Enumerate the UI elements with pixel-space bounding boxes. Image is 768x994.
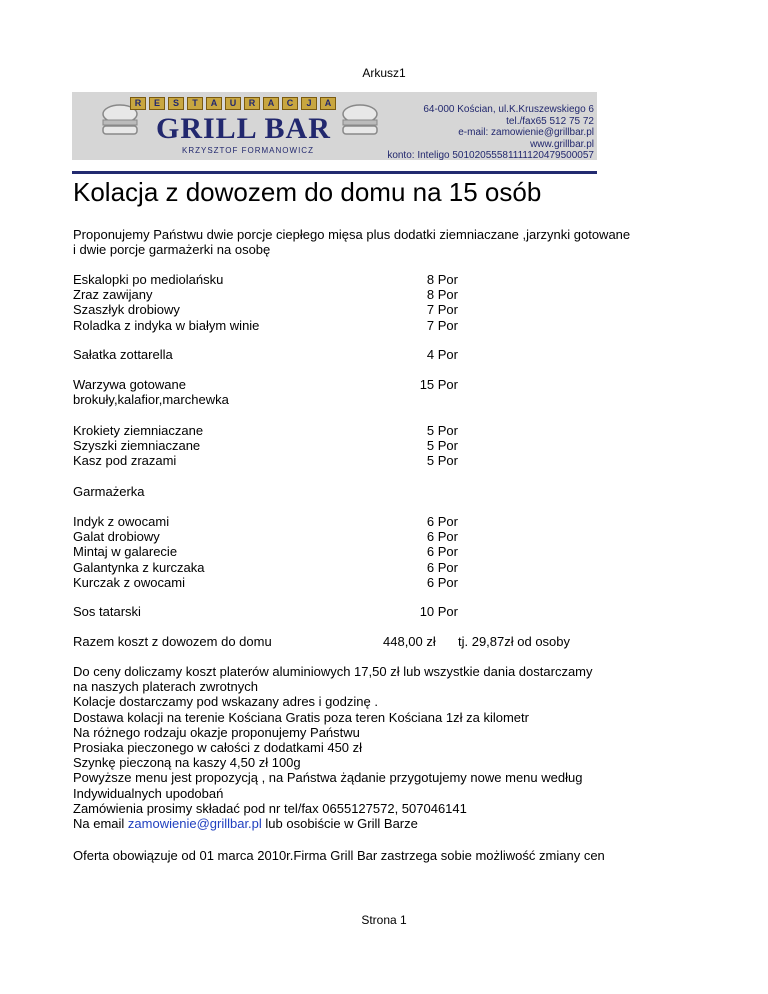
menu-group-potatoes-qty <box>400 423 458 469</box>
menu-item-name: Szyszki ziemniaczane <box>73 438 201 454</box>
total-label: Razem koszt z dowozem do domu <box>73 634 272 649</box>
sheet-title: Arkusz1 <box>362 66 406 80</box>
note-line: Prosiaka pieczonego w całości z dodatkami 450 zł <box>73 740 363 756</box>
email-prefix: Na email <box>73 816 128 832</box>
note-line: Powyższe menu jest propozycją , na Państwa żądanie przygotujemy nowe menu według <box>73 770 583 786</box>
note-line: Indywidualnych upodobań <box>73 785 224 801</box>
menu-item-qty: 8 Por <box>426 272 458 287</box>
menu-item-name: Galat drobiowy <box>73 529 160 545</box>
note-line: Do ceny doliczamy koszt platerów aluminiowych 17,50 zł lub wszystkie dania dostarczamy <box>73 664 593 679</box>
menu-item-qty: 4 Por <box>426 347 458 362</box>
logo-letter-tile: A <box>263 97 279 110</box>
menu-item-name: Kasz pod zrazami <box>73 453 177 469</box>
menu-item-name: Warzywa gotowane <box>73 377 186 392</box>
contact-website[interactable]: www.grillbar.pl <box>530 138 594 150</box>
contact-block <box>387 104 594 162</box>
menu-group-vegetables <box>73 377 229 407</box>
menu-item-qty: 10 Por <box>419 604 458 619</box>
note-line: Na różnego rodzaju okazje proponujemy Państwu <box>73 724 360 740</box>
logo-letter-tile: A <box>206 97 222 110</box>
menu-item-qty: 7 Por <box>426 317 458 333</box>
note-line: Zamówienia prosimy składać pod nr tel/fax 0655127572, 507046141 <box>73 800 467 816</box>
logo-letter-tile: S <box>168 97 184 110</box>
menu-item-name: Zraz zawijany <box>73 287 153 303</box>
logo-letter-tile: R <box>244 97 260 110</box>
menu-group-main <box>73 272 259 333</box>
logo-letter-tile: U <box>225 97 241 110</box>
section-heading-garmazerka: Garmażerka <box>73 484 145 499</box>
page-title: Kolacja z dowozem do domu na 15 osób <box>73 177 542 207</box>
menu-item-name: Sałatka zottarella <box>73 347 173 362</box>
menu-item-qty: 8 Por <box>426 287 458 303</box>
note-line: Dostawa kolacji na terenie Kościana Gratis poza teren Kościana 1zł za kilometr <box>73 709 529 725</box>
contact-email[interactable]: e-mail: zamowienie@grillbar.pl <box>458 127 594 138</box>
intro-text <box>73 227 630 257</box>
logo-owner: KRZYSZTOF FORMANOWICZ <box>182 146 314 155</box>
logo-letter-tile: R <box>130 97 146 110</box>
menu-group-main-qty <box>400 272 458 333</box>
menu-item-name: Sos tatarski <box>73 604 141 619</box>
logo-letter-tile: T <box>187 97 203 110</box>
menu-item-qty: 6 Por <box>426 529 458 545</box>
menu-group-garmazerka <box>73 514 205 590</box>
email-link[interactable]: zamowienie@grillbar.pl <box>127 816 262 832</box>
logo-letter-tile: J <box>301 97 317 110</box>
logo-letter-tile: A <box>320 97 336 110</box>
menu-item-name: Mintaj w galarecie <box>73 544 178 560</box>
logo-letters <box>130 97 336 110</box>
note-line: na naszych platerach zwrotnych <box>73 679 258 695</box>
menu-item-name: Eskalopki po mediolańsku <box>73 272 224 287</box>
header-divider <box>72 171 597 174</box>
contact-address: 64-000 Kościan, ul.K.Kruszewskiego 6 <box>423 104 594 115</box>
menu-item-qty: 5 Por <box>426 423 458 438</box>
menu-item-qty: 7 Por <box>426 302 458 318</box>
menu-item-qty: 6 Por <box>426 544 458 560</box>
menu-group-garmazerka-qty <box>400 514 458 590</box>
note-line: Szynkę pieczoną na kaszy 4,50 zł 100g <box>73 755 301 771</box>
menu-group-potatoes <box>73 423 203 469</box>
logo-letter-tile: C <box>282 97 298 110</box>
menu-item-name: Szaszłyk drobiowy <box>73 302 180 318</box>
menu-item-name: Indyk z owocami <box>73 514 170 529</box>
contact-account: konto: Inteligo 50102055581111120479500057 <box>387 150 594 161</box>
menu-item-qty: 5 Por <box>426 438 458 454</box>
logo-name: GRILL BAR <box>156 112 331 145</box>
menu-item-qty: 15 Por <box>419 377 458 392</box>
offer-text: Oferta obowiązuje od 01 marca 2010r.Firma Grill Bar zastrzega sobie możliwość zmiany cen <box>73 848 605 863</box>
menu-item-name: Krokiety ziemniaczane <box>73 423 204 438</box>
email-line <box>73 816 593 831</box>
menu-item-name: Kurczak z owocami <box>73 574 185 590</box>
menu-item-name: Roladka z indyka w białym winie <box>73 317 260 333</box>
burger-right-icon <box>340 104 380 141</box>
menu-item-name: brokuły,kalafior,marchewka <box>73 392 229 408</box>
menu-item-qty: 6 Por <box>426 574 458 590</box>
notes-block <box>73 664 593 831</box>
total-value: 448,00 zł <box>383 634 436 649</box>
logo-letter-tile: E <box>149 97 165 110</box>
email-suffix: lub osobiście w Grill Barze <box>261 816 418 832</box>
intro-line: i dwie porcje garmażerki na osobę <box>73 242 271 258</box>
menu-item-qty: 6 Por <box>426 559 458 575</box>
page-footer: Strona 1 <box>361 913 407 927</box>
menu-item-qty: 5 Por <box>426 453 458 469</box>
note-line: Kolacje dostarczamy pod wskazany adres i godzinę . <box>73 694 378 710</box>
intro-line: Proponujemy Państwu dwie porcje ciepłego mięsa plus dodatki ziemniaczane ,jarzynki gotowane <box>73 227 631 242</box>
menu-item-name: Galantynka z kurczaka <box>73 559 205 575</box>
contact-phone: tel./fax65 512 75 72 <box>506 115 594 127</box>
total-per-person: tj. 29,87zł od osoby <box>458 634 571 649</box>
menu-item-qty: 6 Por <box>426 514 458 529</box>
